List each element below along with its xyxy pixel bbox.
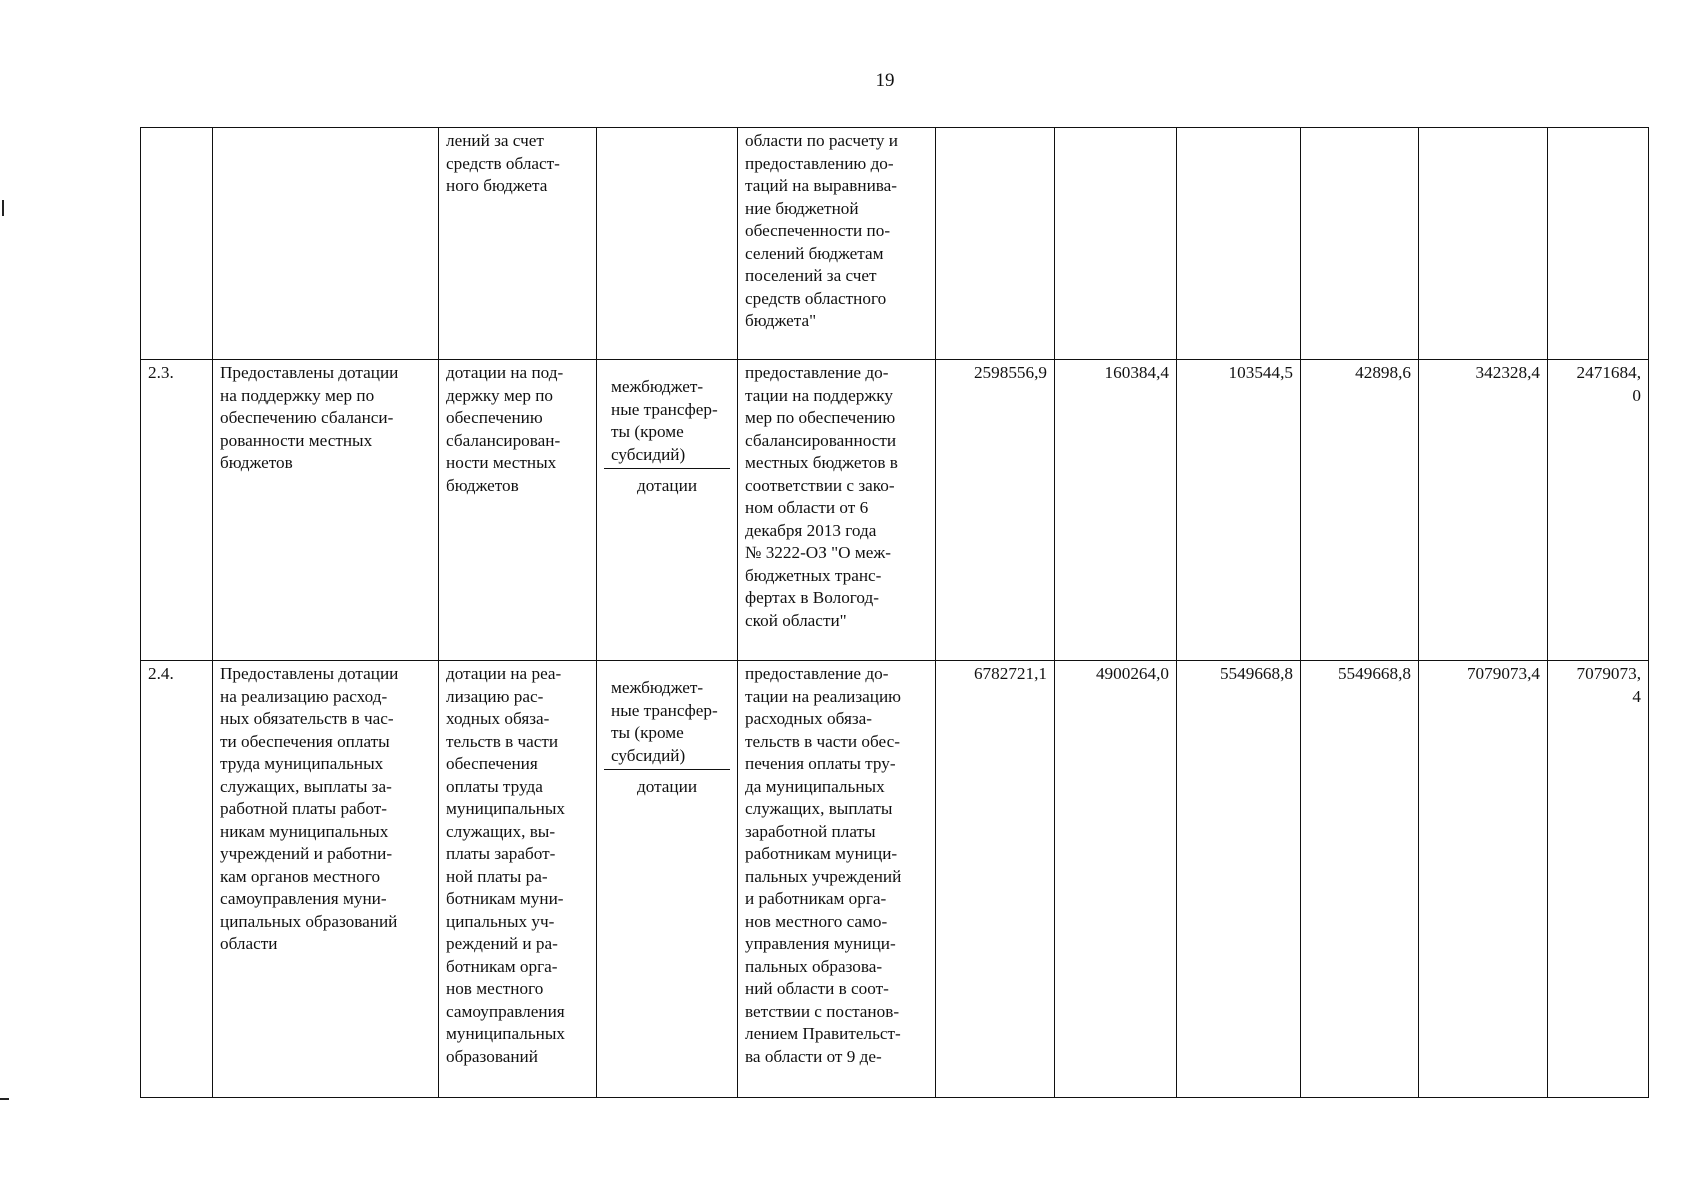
value-cell: 103544,5 (1177, 360, 1301, 661)
value-cell: 42898,6 (1301, 360, 1419, 661)
row-index (141, 128, 213, 360)
table-row (141, 360, 1649, 661)
row-index: 2.4. (141, 661, 213, 1098)
type-top: межбюджет- ные трансфер- ты (кроме субсидий) (604, 362, 730, 469)
value-cell (1301, 128, 1419, 360)
instrument-cell: дотации на под- держку мер по обеспечению сбалансирован- ности местных бюджетов (439, 360, 597, 661)
budget-measures-table (140, 127, 1649, 1098)
result-cell: Предоставлены дотации на реализацию расход- ных обязательств в час- ти обеспечения оплаты труда муниципальных служащих, выплаты за- работной платы работ- никам муниципальных учреждений и работни- кам органов местного самоуправления муни- ципальных образований области (213, 661, 439, 1098)
value-cell: 2471684, 0 (1548, 360, 1649, 661)
value-cell (1177, 128, 1301, 360)
value-cell: 6782721,1 (936, 661, 1055, 1098)
value-cell: 7079073,4 (1419, 661, 1548, 1098)
value-cell: 4900264,0 (1055, 661, 1177, 1098)
type-top: межбюджет- ные трансфер- ты (кроме субсидий) (604, 663, 730, 770)
instrument-cell: дотации на реа- лизацию рас- ходных обяза- тельств в части обеспечения оплаты труда муниципальных служащих, вы- платы заработ- ной платы ра- ботникам муни- ципальных уч- реждений и ра- ботникам орга- нов местного самоуправления муниципальных образований (439, 661, 597, 1098)
type-bottom: дотации (636, 777, 698, 796)
instrument-cell: лений за счет средств област- ного бюджета (439, 128, 597, 360)
measure-cell: области по расчету и предоставлению до- таций на выравнива- ние бюджетной обеспеченности по- селений бюджетам поселений за счет средств областного бюджета" (738, 128, 936, 360)
table-row (141, 661, 1649, 1098)
table-row (141, 128, 1649, 360)
value-cell (1419, 128, 1548, 360)
measure-cell: предоставление до- тации на поддержку мер по обеспечению сбалансированности местных бюджетов в соответствии с зако- ном области от 6 декабря 2013 года № 3222-ОЗ "О меж- бюджетных транс- фертах в Вологод- ской области" (738, 360, 936, 661)
value-cell (936, 128, 1055, 360)
measure-cell: предоставление до- тации на реализацию расходных обяза- тельств в части обес- печения оплаты тру- да муниципальных служащих, выплаты заработной платы работникам муници- пальных учреждений и работникам орга- нов местного само- управления муници- пальных образова- ний области в соот- ветствии с постанов- лением Правительст- ва области от 9 де- (738, 661, 936, 1098)
value-cell: 2598556,9 (936, 360, 1055, 661)
scan-mark (0, 1098, 9, 1100)
result-cell (213, 128, 439, 360)
value-cell: 5549668,8 (1177, 661, 1301, 1098)
value-cell: 7079073, 4 (1548, 661, 1649, 1098)
value-cell: 342328,4 (1419, 360, 1548, 661)
value-cell (1055, 128, 1177, 360)
value-cell: 5549668,8 (1301, 661, 1419, 1098)
row-index: 2.3. (141, 360, 213, 661)
value-cell (1548, 128, 1649, 360)
type-cell (597, 128, 738, 360)
value-cell: 160384,4 (1055, 360, 1177, 661)
result-cell: Предоставлены дотации на поддержку мер по обеспечению сбаланси- рованности местных бюджетов (213, 360, 439, 661)
page-number: 19 (875, 70, 895, 91)
type-bottom: дотации (636, 476, 698, 495)
type-cell (597, 360, 738, 661)
type-cell (597, 661, 738, 1098)
scan-mark (2, 200, 4, 216)
